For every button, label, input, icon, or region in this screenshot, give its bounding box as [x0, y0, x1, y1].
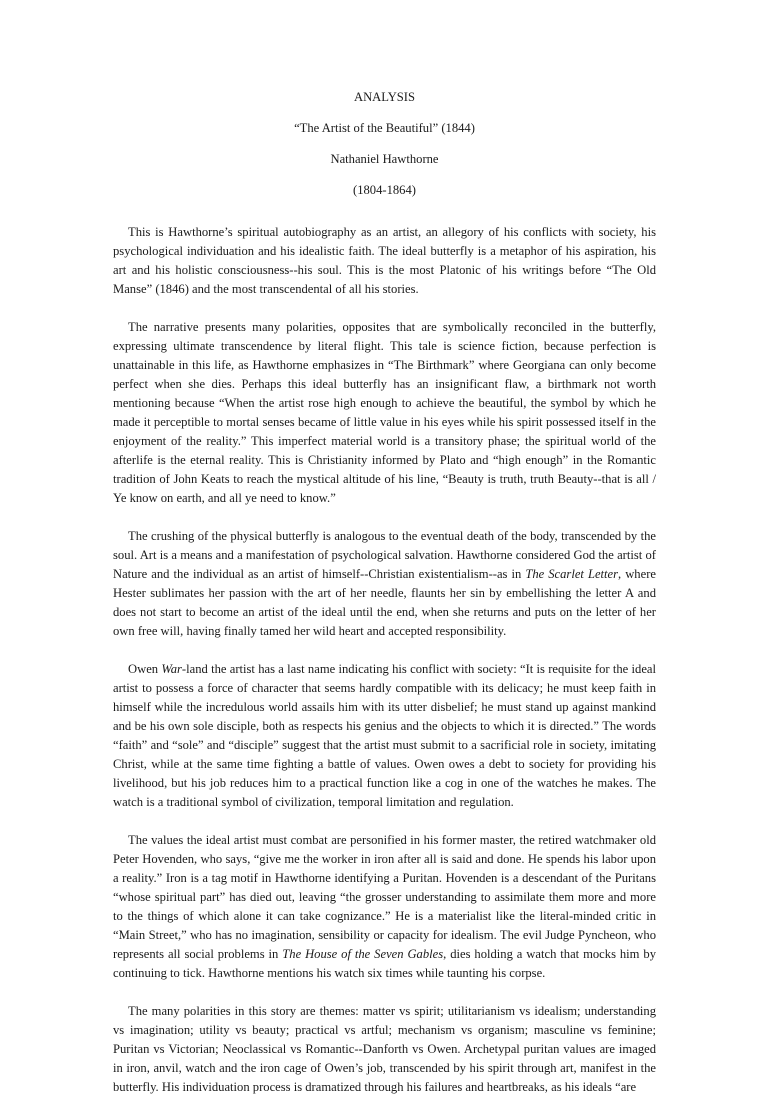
- work-title: “The Artist of the Beautiful” (1844): [294, 121, 475, 135]
- author-dates: (1804-1864): [353, 183, 416, 197]
- paragraph-3-text-a: The crushing of the physical butterfly is analogous to the eventual death of the body, transcended by the soul. Art is a means and a manifestation of psychological salvation. Hawthorne considered God the artist of Nature and the individual as an artist of himself--Christian existentialism--as in: [113, 529, 656, 581]
- paragraph-2: The narrative presents many polarities, opposites that are symbolically reconciled in the butterfly, expressing ultimate transcendence by literal flight. This tale is science fiction, because perfection is unattainable in this life, as Hawthorne emphasizes in “The Birthmark” where Georgiana can only become perfect when she dies. Perhaps this ideal butterfly has an insignificant flaw, a birthmark not worth mentioning because “When the artist rose high enough to achieve the beautiful, the symbol by which he made it perceptible to mortal senses became of little value in his eyes while his spirit possessed itself in the enjoyment of the reality.” This imperfect material world is a transitory phase; the spiritual world of the afterlife is the eternal reality. This is Christianity informed by Plato and “high enough” in the Romantic tradition of John Keats to reach the mystical altitude of his line, “Beauty is truth, truth Beauty--that is all / Ye know on earth, and all ye need to know.”: [113, 320, 656, 505]
- paragraph-5: [113, 831, 656, 983]
- paragraph-4: [113, 660, 656, 812]
- document-heading: [113, 88, 656, 200]
- paragraph-3: [113, 527, 656, 641]
- paragraph-3-text-b: , where Hester sublimates her passion with the art of her needle, flaunts her sin by embellishing the letter A and does not start to become an artist of the ideal until the end, when she returns and puts on the letter of her own free will, having finally tamed her wild heart and accepted responsibility.: [113, 567, 656, 638]
- document-title: ANALYSIS: [353, 90, 415, 104]
- paragraph-5-text-b: , dies holding a watch that mocks him by continuing to tick. Hawthorne mentions his watch six times while taunting his corpse.: [113, 947, 656, 980]
- document-page: [113, 88, 656, 1116]
- paragraph-1: This is Hawthorne’s spiritual autobiography as an artist, an allegory of his conflicts with society, his psychological individuation and his idealistic faith. The ideal butterfly is a metaphor of his aspiration, his art and his holistic consciousness--his soul. This is the most Platonic of his writings before “The Old Manse” (1846) and the most transcendental of all his stories.: [113, 225, 656, 296]
- paragraph-6: The many polarities in this story are themes: matter vs spirit; utilitarianism vs idealism; understanding vs imagination; utility vs beauty; practical vs artful; mechanism vs organism; masculine vs feminine; Puritan vs Victorian; Neoclassical vs Romantic--Danforth vs Owen. Archetypal puritan values are imaged in iron, anvil, watch and the iron cage of Owen’s job, transcended by his spirit through art, manifest in the butterfly. His individuation process is dramatized through his failures and heartbreaks, as his ideals “are: [113, 1004, 656, 1094]
- paragraph-4-italic-word: War: [161, 662, 182, 676]
- paragraph-4-text-b: -land the artist has a last name indicating his conflict with society: “It is requisite for the ideal artist to possess a force of character that seems hardly compatible with its delicacy; he must keep faith in himself while the incredulous world assails him with its utter disbelief; he must stand up against mankind and be his own sole disciple, both as respects his genius and the objects to which it is directed.” The words “faith” and “sole” and “disciple” suggest that the artist must submit to a sacrificial role in society, imitating Christ, while at the same time fighting a battle of values. Owen owes a debt to society for providing his livelihood, but his job reduces him to a practical function like a cog in one of the watches he makes. The watch is a traditional symbol of civilization, temporal limitation and regulation.: [113, 662, 657, 809]
- paragraph-3-italic-title: The Scarlet Letter: [525, 567, 619, 581]
- paragraph-5-text-a: The values the ideal artist must combat are personified in his former master, the retired watchmaker old Peter Hovenden, who says, “give me the worker in iron after all is said and done. He spends his labor upon a reality.” Iron is a tag motif in Hawthorne identifying a Puritan. Hovenden is a descendant of the Puritans “whose spiritual part” has died out, leaving “the grosser understanding to assimilate them more and more to the things of which alone it can take cognizance.” He is a materialist like the literal-minded critic in “Main Street,” who has no imagination, sensibility or capacity for idealism. The evil Judge Pyncheon, who represents all social problems in: [113, 833, 656, 961]
- author-name: Nathaniel Hawthorne: [330, 152, 439, 166]
- paragraph-5-italic-title: The House of the Seven Gables: [282, 947, 444, 961]
- paragraph-4-text-a: Owen: [128, 662, 162, 676]
